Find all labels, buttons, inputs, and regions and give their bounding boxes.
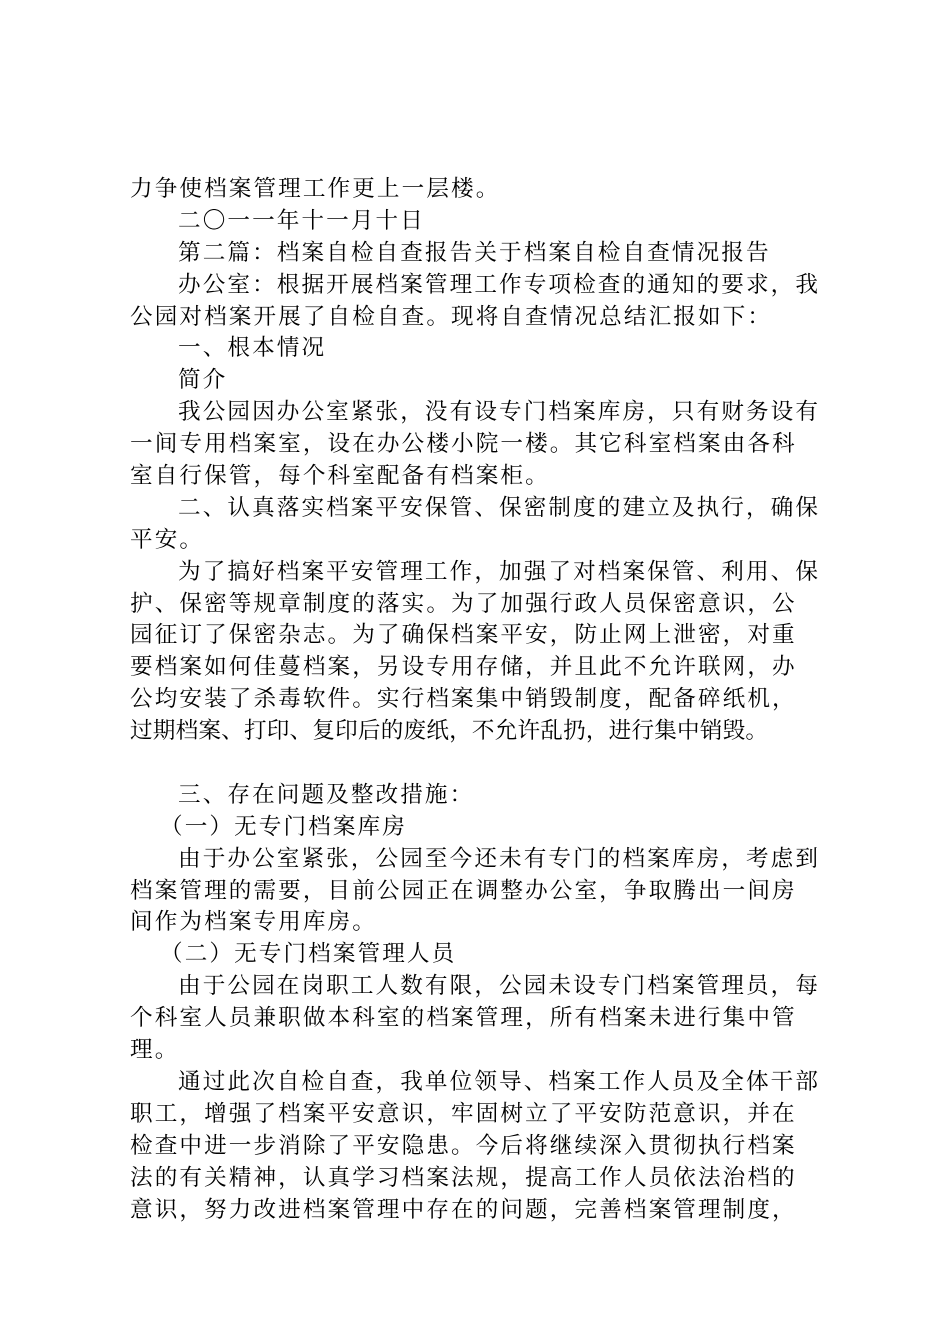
text-line: 一间专用档案室，设在办公楼小院一楼。其它科室档案由各科 [130,431,797,458]
subsection-heading: （二）无专门档案管理人员 [160,941,457,968]
text-line: 档案管理的需要，目前公园正在调整办公室，争取腾出一间房 [130,877,797,904]
text-line: 办公室：根据开展档案管理工作专项检查的通知的要求，我 [178,271,821,298]
text-line: 平安。 [130,526,205,553]
section-title: 第二篇：档案自检自查报告关于档案自检自查情况报告 [178,239,771,266]
text-line: 公园对档案开展了自检自查。现将自查情况总结汇报如下： [130,303,773,330]
blank-line [130,748,850,780]
text-line: 通过此次自检自查，我单位领导、档案工作人员及全体干部 [178,1068,821,1095]
text-line: 间作为档案专用库房。 [130,909,377,936]
section-heading: 一、根本情况 [178,335,327,362]
text-line: 法的有关精神，认真学习档案法规，提高工作人员依法治档的 [130,1164,797,1191]
text-line: 要档案如何佳蔓档案，另设专用存储，并且此不允许联网，办 [130,654,797,681]
text-line: 个科室人员兼职做本科室的档案管理，所有档案未进行集中管 [130,1005,797,1032]
date-line: 二〇一一年十一月十日 [178,207,425,234]
text-line: 由于办公室紧张，公园至今还未有专门的档案库房，考虑到 [178,845,821,872]
text-line: 职工，增强了档案平安意识，牢固树立了平安防范意识，并在 [130,1100,797,1127]
text-line: 护、保密等规章制度的落实。为了加强行政人员保密意识，公 [130,590,797,617]
text-line: 我公园因办公室紧张，没有设专门档案库房，只有财务设有 [178,399,821,426]
text-line: 力争使档案管理工作更上一层楼。 [130,176,501,202]
text-line: 意识，努力改进档案管理中存在的问题，完善档案管理制度， [130,1196,797,1223]
text-line: 理。 [130,1037,180,1064]
text-line: 园征订了保密杂志。为了确保档案平安，防止网上泄密，对重 [130,622,797,649]
section-heading: 三、存在问题及整改措施： [178,781,475,808]
subsection-heading: （一）无专门档案库房 [160,813,407,840]
section-heading: 简介 [178,367,228,394]
text-line: 过期档案、打印、复印后的废纸，不允许乱扔，进行集中销毁。 [130,718,769,745]
document-body [130,174,850,1226]
text-line: 检查中进一步消除了平安隐患。今后将继续深入贯彻执行档案 [130,1132,797,1159]
text-line: 公均安装了杀毒软件。实行档案集中销毁制度，配备碎纸机， [130,686,797,713]
text-line: 为了搞好档案平安管理工作，加强了对档案保管、利用、保 [178,558,821,585]
text-line: 由于公园在岗职工人数有限，公园未设专门档案管理员，每 [178,973,821,1000]
section-heading: 二、认真落实档案平安保管、保密制度的建立及执行，确保 [178,494,821,521]
text-line: 室自行保管，每个科室配备有档案柜。 [130,463,550,490]
